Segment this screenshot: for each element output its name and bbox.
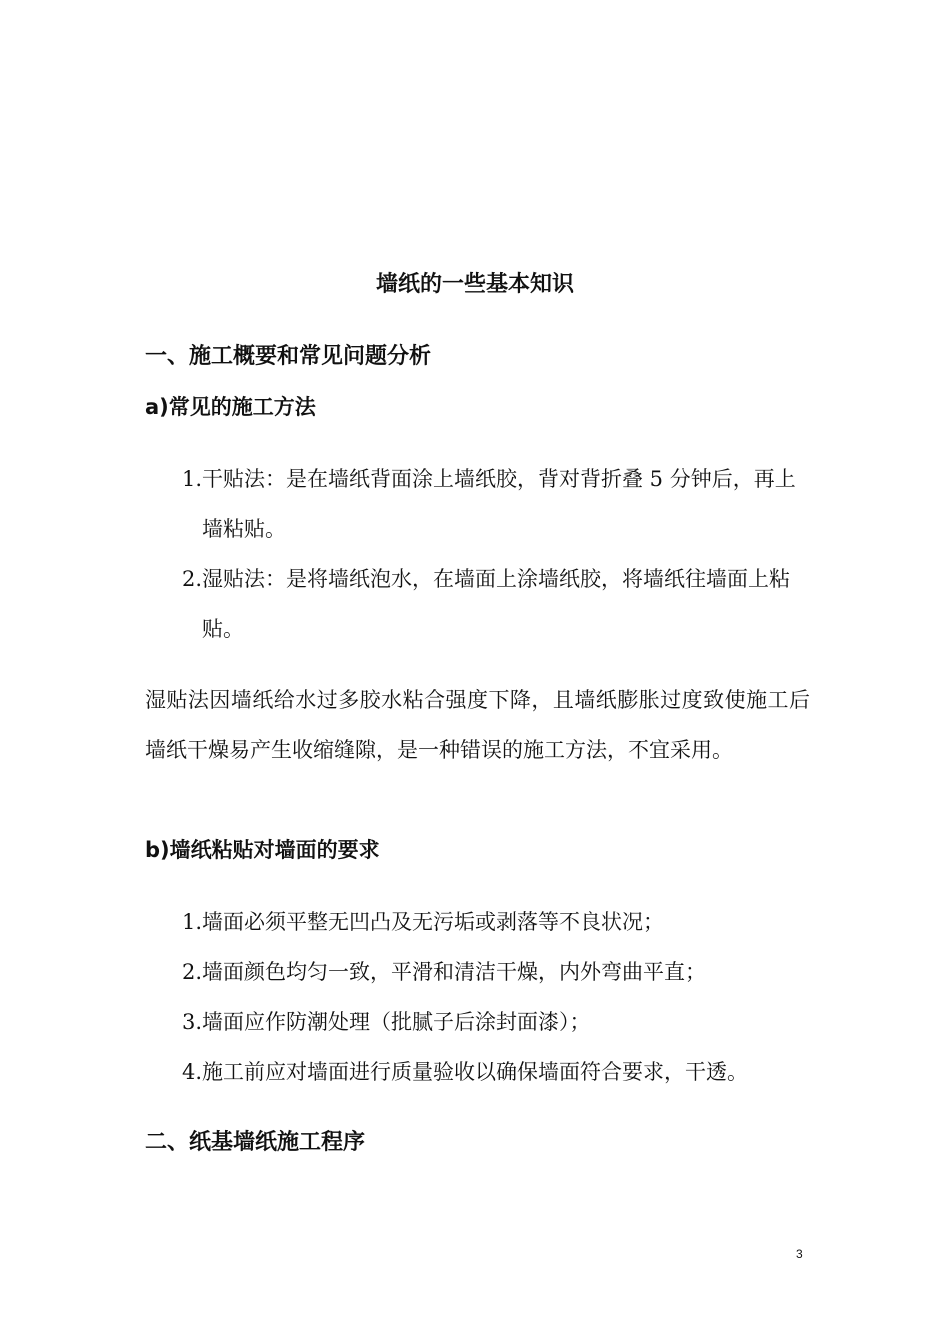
list-item [145, 554, 815, 654]
list-item [145, 997, 815, 1047]
list-item-number: 2. [181, 567, 202, 591]
page-number: 3 [796, 1247, 803, 1261]
methods-list [145, 454, 815, 654]
list-item-number: 3. [181, 1010, 202, 1034]
list-item-text: 施工前应对墙面进行质量验收以确保墙面符合要求，干透。 [202, 1060, 748, 1084]
document-title: 墙纸的一些基本知识 [375, 272, 574, 297]
list-item-text: 墙面颜色均匀一致，平滑和清洁干燥，内外弯曲平直； [202, 960, 706, 984]
list-item [145, 454, 815, 554]
section2-heading: 二、纸基墙纸施工程序 [145, 1130, 366, 1155]
list-item-number: 4. [181, 1060, 202, 1084]
list-item-text: 干贴法：是在墙纸背面涂上墙纸胶，背对背折叠 5 分钟后，再上墙粘贴。 [202, 467, 796, 541]
subsection-a-heading: a)常见的施工方法 [145, 395, 316, 419]
requirements-list [145, 897, 815, 1097]
list-item [145, 1047, 815, 1097]
list-item-number: 1. [181, 467, 202, 491]
list-item-number: 1. [181, 910, 202, 934]
list-item-text: 墙面应作防潮处理（批腻子后涂封面漆）； [202, 1010, 591, 1034]
section1-heading: 一、施工概要和常见问题分析 [145, 344, 432, 369]
list-item [145, 947, 815, 997]
list-item-text: 湿贴法：是将墙纸泡水，在墙面上涂墙纸胶，将墙纸往墙面上粘贴。 [202, 567, 790, 641]
list-item-text: 墙面必须平整无凹凸及无污垢或剥落等不良状况； [202, 910, 664, 934]
body-paragraph: 湿贴法因墙纸给水过多胶水粘合强度下降，且墙纸膨胀过度致使施工后墙纸干燥易产生收缩缝隙，是一种错误的施工方法，不宜采用。 [145, 688, 810, 762]
subsection-b-heading: b)墙纸粘贴对墙面的要求 [145, 838, 380, 862]
list-item [145, 897, 815, 947]
list-item-number: 2. [181, 960, 202, 984]
